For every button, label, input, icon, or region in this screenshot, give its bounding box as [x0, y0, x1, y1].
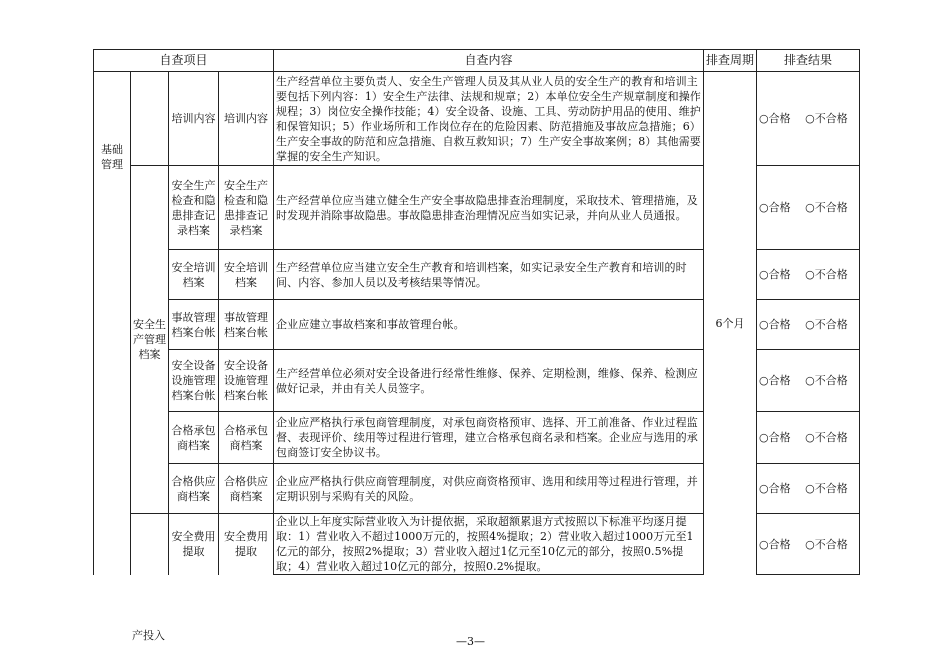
row-result: ○合格 ○不合格 [757, 412, 860, 464]
row-sub: 安全费用提取 [169, 514, 219, 575]
group-blank-2 [131, 514, 169, 575]
row-sub: 培训内容 [169, 72, 219, 166]
continued-text: 产投入 [132, 629, 165, 642]
row-content: 生产经营单位主要负责人、安全生产管理人员及其从业人员的安全生产的教育和培训主要包括下列内容：1）安全生产法律、法规和规章；2）本单位安全生产规章制度和操作规程；3）岗位安全操作技能；4）安全设备、设施、工具、劳动防护用品的使用、维护和保管知识；5）作业场所和工作岗位存在的危险因素、防范措施及事故应急措施；6）生产安全事故的防范和应急措施、自救互救知识；7）生产安全事故案例；8）其他需要掌握的安全生产知识。 [274, 72, 704, 166]
row-sub: 合格承包商档案 [169, 412, 219, 464]
table-row [94, 72, 860, 166]
row-sub2: 安全培训档案 [219, 250, 274, 300]
group-basic [94, 72, 131, 575]
row-result: ○合格 ○不合格 [757, 166, 860, 250]
row-content: 生产经营单位应当建立安全生产教育和培训档案，如实记录安全生产教育和培训的时间、内容、参加人员以及考核结果等情况。 [274, 250, 704, 300]
group-archives-label: 安全生产管理档案 [133, 318, 166, 361]
row-content: 企业应建立事故档案和事故管理台帐。 [274, 300, 704, 350]
row-result: ○合格 ○不合格 [757, 350, 860, 412]
row-sub2: 事故管理档案台帐 [219, 300, 274, 350]
header-period: 排查周期 [704, 50, 757, 72]
header-item: 自查项目 [94, 50, 274, 72]
row-sub2: 合格承包商档案 [219, 412, 274, 464]
row-sub2: 培训内容 [219, 72, 274, 166]
row-result: ○合格 ○不合格 [757, 72, 860, 166]
row-sub2: 安全设备设施管理档案台帐 [219, 350, 274, 412]
row-result: ○合格 ○不合格 [757, 250, 860, 300]
row-content: 企业以上年度实际营业收入为计提依据，采取超额累退方式按照以下标准平均逐月提取：1）营业收入不超过1000万元的，按照4%提取；2）营业收入超过1000万元至1亿元的部分，按照2%提取；3）营业收入超过1亿元至10亿元的部分，按照0.5%提取；4）营业收入超过10亿元的部分，按照0.2%提取。 [274, 514, 704, 575]
period-cell [704, 72, 757, 575]
row-sub2: 安全生产检查和隐患排查记录档案 [219, 166, 274, 250]
row-result: ○合格 ○不合格 [757, 514, 860, 575]
row-result: ○合格 ○不合格 [757, 300, 860, 350]
row-sub2: 合格供应商档案 [219, 464, 274, 514]
row-sub: 安全培训档案 [169, 250, 219, 300]
group-archives [131, 166, 169, 514]
page-number: —3— [456, 635, 485, 648]
row-content: 生产经营单位应当建立健全生产安全事故隐患排查治理制度，采取技术、管理措施，及时发现并消除事故隐患。事故隐患排查治理情况应当如实记录，并向从业人员通报。 [274, 166, 704, 250]
row-sub: 合格供应商档案 [169, 464, 219, 514]
row-sub: 安全设备设施管理档案台帐 [169, 350, 219, 412]
group-basic-label: 基础管理 [101, 143, 123, 171]
inspection-table [93, 49, 860, 575]
row-content: 企业应严格执行承包商管理制度，对承包商资格预审、选择、开工前准备、作业过程监督、表现评价、续用等过程进行管理，建立合格承包商名录和档案。企业应与选用的承包商签订安全协议书。 [274, 412, 704, 464]
table-header-row [94, 50, 860, 72]
header-content: 自查内容 [274, 50, 704, 72]
header-result: 排查结果 [757, 50, 860, 72]
row-content: 企业应严格执行供应商管理制度，对供应商资格预审、选用和续用等过程进行管理，并定期识别与采购有关的风险。 [274, 464, 704, 514]
row-sub: 事故管理档案台帐 [169, 300, 219, 350]
row-sub: 安全生产检查和隐患排查记录档案 [169, 166, 219, 250]
row-sub2: 安全费用提取 [219, 514, 274, 575]
group-blank [131, 72, 169, 166]
row-result: ○合格 ○不合格 [757, 464, 860, 514]
row-content: 生产经营单位必须对安全设备进行经常性维修、保养、定期检测，维修、保养、检测应做好记录，并由有关人员签字。 [274, 350, 704, 412]
period-value: 6个月 [715, 316, 745, 330]
